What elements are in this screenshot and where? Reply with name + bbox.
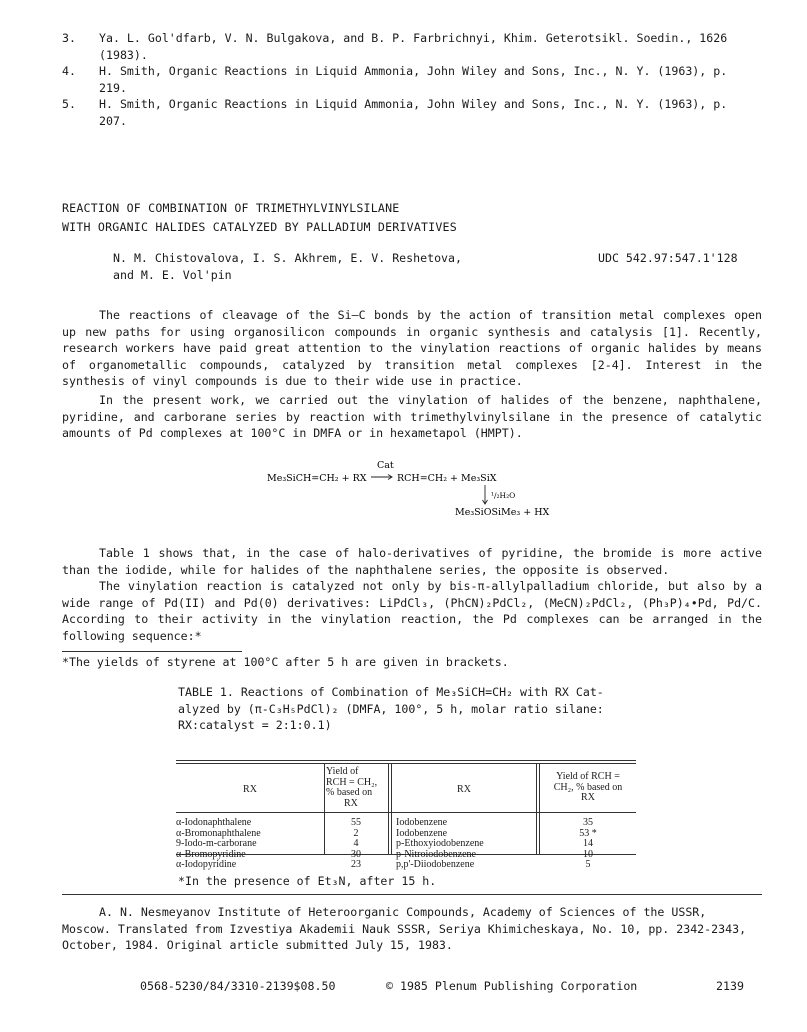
reference-number: 3. (62, 31, 76, 45)
header-line: RX (581, 792, 595, 803)
header-line: Yield of (326, 766, 359, 777)
author-line: N. M. Chistovalova, I. S. Akhrem, E. V. Reshetova, (113, 251, 463, 265)
reference-text: H. Smith, Organic Reactions in Liquid Ammonia, John Wiley and Sons, Inc., N. Y. (1963), p. 207. (99, 97, 728, 128)
final-products-label: Me₃SiOSiMe₃ + HX (455, 507, 550, 518)
reference-item (62, 96, 762, 129)
table-cell: 14 (583, 838, 593, 849)
header-rx: RX (243, 784, 257, 795)
reference-list (62, 30, 762, 129)
affiliation-rule (62, 894, 762, 895)
table-cell: 35 (583, 817, 593, 828)
header-line: RCH = CH₂, (326, 776, 378, 788)
table-cell: 10 (583, 848, 593, 860)
column-divider (388, 763, 389, 854)
footnote-rule (62, 651, 242, 652)
udc-code: UDC 542.97:547.1'128 (598, 251, 738, 265)
table-cell: Iodobenzene (396, 817, 448, 828)
footer-code: 0568-5230/84/3310-2139$08.50 (140, 979, 336, 993)
column-rx-right (396, 818, 536, 871)
reference-text: H. Smith, Organic Reactions in Liquid Ammonia, John Wiley and Sons, Inc., N. Y. (1963), p. 219. (99, 64, 728, 95)
table-header-rule (176, 812, 636, 813)
table-cell: p,p'-Diiodobenzene (396, 859, 475, 870)
title-line: REACTION OF COMBINATION OF TRIMETHYLVINYLSILANE (62, 201, 400, 215)
column-divider-double (391, 763, 392, 854)
page-number: 2139 (716, 979, 744, 993)
paragraph-present-work: In the present work, we carried out the vinylation of halides of the benzene, naphthalene, pyridine, and carborane series by reaction with trimethylvinylsilane in the presence of catalytic amounts of Pd complexes at 100°C in DMFA or in hexametapol (HMPT). (62, 393, 762, 440)
table-cell: α-Bromonaphthalene (176, 827, 261, 839)
table-cell: 4 (353, 838, 359, 849)
reaction-scheme (263, 459, 563, 519)
paragraph-intro: The reactions of cleavage of the Si—C bonds by the action of transition metal complexes open up new paths for using organosilicon compounds in organic synthesis and catalysis [1]. Recently, research workers have paid great attention to the vinylation reactions of organic halides by means of organometallic compounds, catalyzed by transition metal complexes [2-4]. Interest in the synthesis of vinyl compounds is due to their wide use in practice. (62, 308, 762, 388)
table-top-rule-double (176, 763, 636, 764)
caption-line: TABLE 1. Reactions of Combination of Me₃SiCH=CH₂ with RX Cat- (178, 685, 604, 699)
table-cell: 2 (353, 827, 359, 839)
reference-text: Ya. L. Gol'dfarb, V. N. Bulgakova, and B. P. Farbrichnyi, Khim. Geterotsikl. Soedin., 1626 (1983). (99, 31, 728, 62)
header-yield (326, 767, 388, 809)
table-cell: 23 (351, 859, 361, 870)
reference-number: 4. (62, 64, 76, 78)
table-cell: α-Bromopyridine (176, 848, 246, 860)
footer-copyright: © 1985 Plenum Publishing Corporation (386, 979, 638, 993)
table-cell: 55 (351, 817, 361, 828)
header-yield-2 (540, 772, 636, 804)
article-title (62, 199, 457, 237)
header-line: RX (344, 797, 358, 809)
table-cell: p-Nitroiodobenzene (396, 848, 476, 860)
reactants-label: Me₃SiCH=CH₂ + RX (267, 473, 367, 484)
table-cell: p-Ethoxyiodobenzene (396, 838, 484, 849)
table-cell: 53 * (579, 827, 597, 839)
column-yield-left (324, 818, 388, 871)
author-line: and M. E. Vol'pin (113, 267, 232, 282)
table-cell: 5 (585, 859, 591, 870)
author-list (113, 250, 493, 283)
reference-item (62, 63, 762, 96)
table-cell: α-Iodonaphthalene (176, 817, 252, 828)
caption-line: RX:catalyst = 2:1:0.1) (178, 718, 332, 732)
table-cell: 9-Iodo-m-carborane (176, 838, 257, 849)
catalyst-label: Cat (377, 460, 394, 471)
header-line: CH₂, % based on (553, 781, 623, 793)
water-label: ¹/₂H₂O (491, 491, 516, 500)
footnote-yields: *The yields of styrene at 100°C after 5 h are given in brackets. (62, 655, 509, 669)
header-rx-2: RX (457, 784, 471, 795)
title-line: WITH ORGANIC HALIDES CATALYZED BY PALLADIUM DERIVATIVES (62, 220, 457, 234)
products-label: RCH=CH₂ + Me₃SiX (397, 473, 497, 484)
column-yield-right (540, 818, 636, 871)
table-top-rule (176, 760, 636, 761)
data-table (176, 760, 636, 870)
table-cell: 30 (351, 848, 361, 860)
header-line: Yield of RCH = (556, 771, 620, 782)
affiliation-note: A. N. Nesmeyanov Institute of Heteroorganic Compounds, Academy of Sciences of the USSR, Moscow. Translated from Izvestiya Akademii Nauk SSSR, Seriya Khimicheskaya, No. 10, pp. 2342-2343, October, 1984. Original article submitted July 15, 1983. (62, 905, 747, 952)
header-line: % based on (326, 787, 373, 798)
reference-number: 5. (62, 97, 76, 111)
caption-line: alyzed by (π-C₃H₅PdCl)₂ (DMFA, 100°, 5 h, molar ratio silane: (178, 701, 604, 716)
reference-item (62, 30, 762, 63)
table-caption (178, 684, 638, 734)
table-cell: α-Iodopyridine (176, 859, 237, 870)
paragraph-catalysts: The vinylation reaction is catalyzed not only by bis-π-allylpalladium chloride, but also by a wide range of Pd(II) and Pd(0) derivatives: LiPdCl₃, (PhCN)₂PdCl₂, (MeCN)₂PdCl₂, (Ph₃P)₄•Pd, Pd/C. According to their activity in the vinylation reaction, the Pd complexes can be arranged in the following sequence:* (62, 579, 762, 643)
paragraph-table-discussion: Table 1 shows that, in the case of halo-derivatives of pyridine, the bromide is more active than the iodide, while for halides of the naphthalene series, the opposite is observed. (62, 546, 762, 577)
column-rx-left (176, 818, 324, 871)
table-cell: Iodobenzene (396, 827, 448, 839)
column-divider (536, 763, 537, 854)
table-footnote: *In the presence of Et₃N, after 15 h. (178, 874, 437, 888)
